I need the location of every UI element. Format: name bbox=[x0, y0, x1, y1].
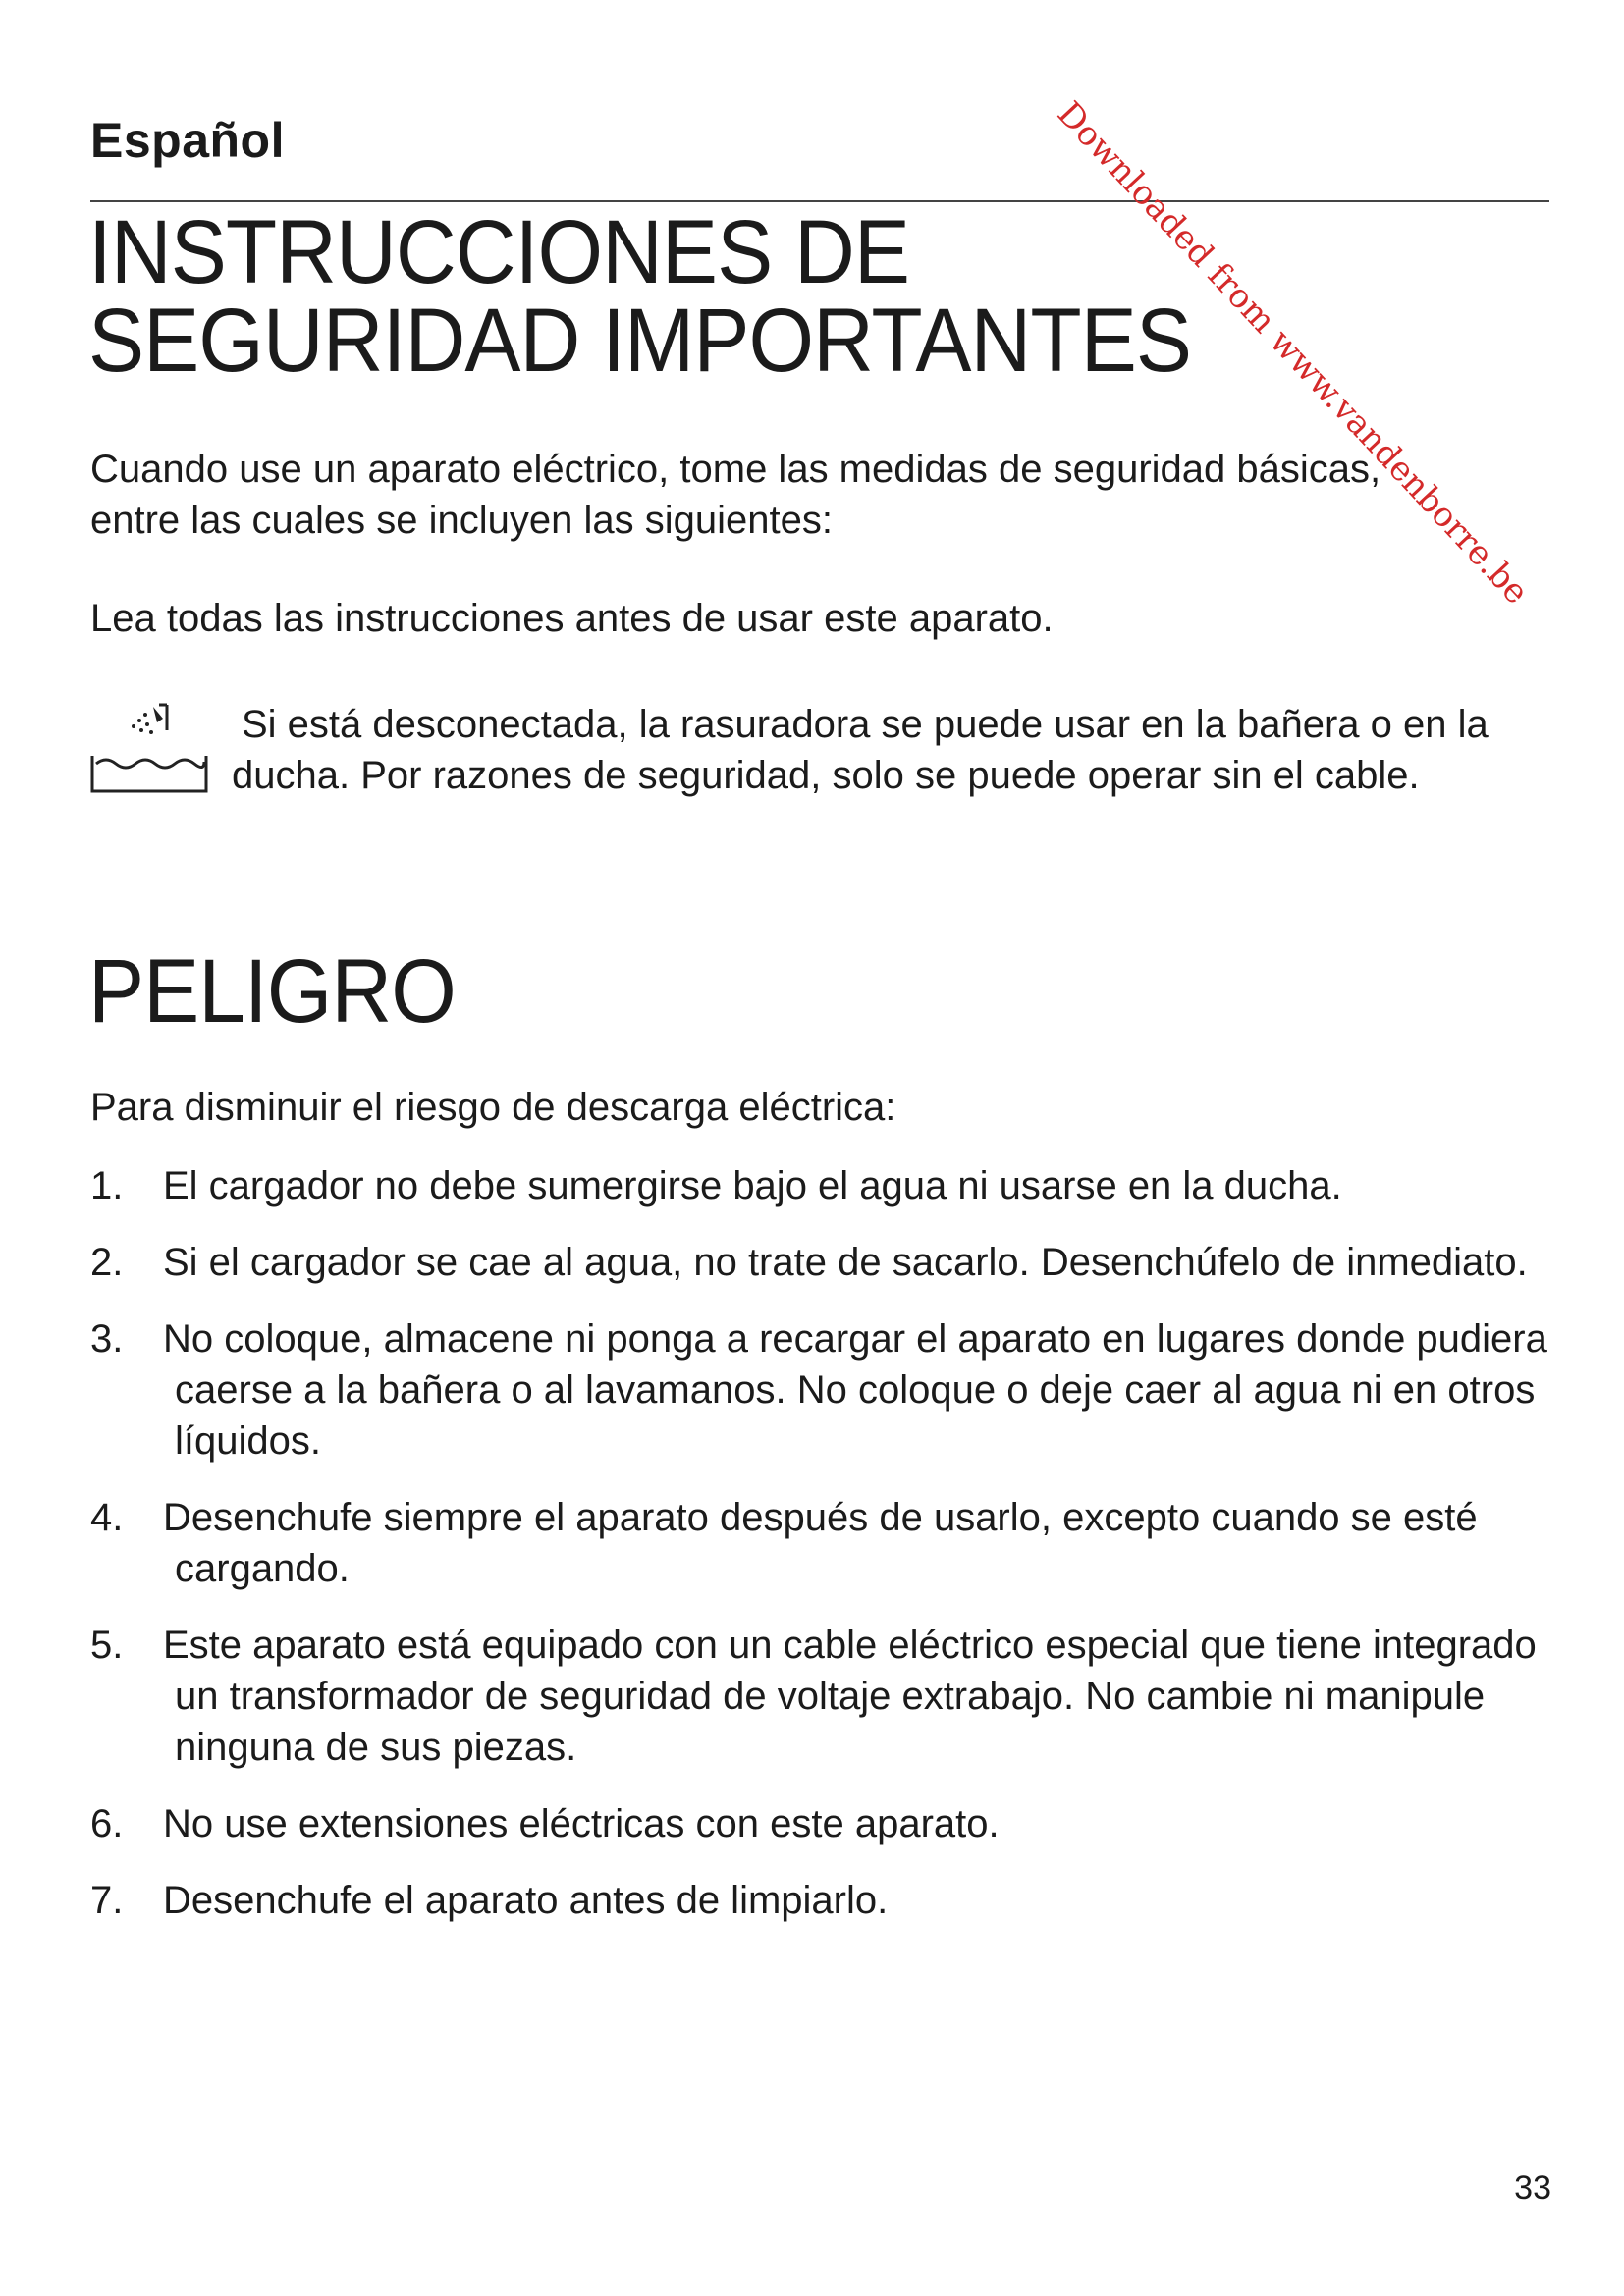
list-item bbox=[90, 1160, 1549, 1211]
danger-heading: PELIGRO bbox=[88, 941, 456, 1041]
list-item-number: 2. bbox=[90, 1241, 124, 1284]
list-item-text: El cargador no debe sumergirse bajo el agua ni usarse en la ducha. bbox=[163, 1164, 1342, 1207]
download-watermark: Downloaded from www.vandenborre.be bbox=[1049, 94, 1537, 613]
list-item-number: 1. bbox=[90, 1164, 124, 1207]
danger-list bbox=[90, 1160, 1549, 1951]
list-item bbox=[90, 1875, 1549, 1926]
list-item-number: 7. bbox=[90, 1879, 124, 1922]
list-item bbox=[90, 1492, 1549, 1594]
list-item bbox=[90, 1798, 1549, 1849]
list-item-text: Este aparato está equipado con un cable eléctrico especial que tiene integrado un transformador de seguridad de voltaje extrabajo. No cambie ni manipule ninguna de sus piezas. bbox=[163, 1624, 1537, 1769]
list-item bbox=[90, 1313, 1549, 1467]
bath-usage-note: Si está desconectada, la rasuradora se puede usar en la bañera o en la ducha. Por razones de seguridad, solo se puede operar sin el cable. bbox=[232, 703, 1489, 797]
intro-paragraph: Cuando use un aparato eléctrico, tome las medidas de seguridad básicas, entre las cuales se incluyen las siguientes: bbox=[90, 448, 1381, 542]
language-label: Español bbox=[90, 113, 285, 168]
page-title: INSTRUCCIONES DE SEGURIDAD IMPORTANTES bbox=[88, 202, 1192, 391]
list-item-text: Desenchufe siempre el aparato después de usarlo, excepto cuando se esté cargando. bbox=[163, 1496, 1478, 1590]
list-item-text: Desenchufe el aparato antes de limpiarlo. bbox=[163, 1879, 889, 1922]
list-item bbox=[90, 1237, 1549, 1288]
list-item-text: Si el cargador se cae al agua, no trate de sacarlo. Desenchúfelo de inmediato. bbox=[163, 1241, 1528, 1284]
list-item-text: No use extensiones eléctricas con este aparato. bbox=[163, 1802, 1000, 1845]
danger-intro: Para disminuir el riesgo de descarga eléctrica: bbox=[90, 1086, 896, 1129]
read-instructions-paragraph: Lea todas las instrucciones antes de usar este aparato. bbox=[90, 597, 1054, 640]
list-item bbox=[90, 1620, 1549, 1773]
page-number: 33 bbox=[1514, 2169, 1551, 2207]
list-item-number: 3. bbox=[90, 1317, 124, 1361]
list-item-number: 5. bbox=[90, 1624, 124, 1667]
list-item-number: 6. bbox=[90, 1802, 124, 1845]
list-item-text: No coloque, almacene ni ponga a recargar el aparato en lugares donde pudiera caerse a la bañera o al lavamanos. No coloque o deje caer al agua ni en otros líquidos. bbox=[163, 1317, 1547, 1463]
list-item-number: 4. bbox=[90, 1496, 124, 1539]
bath-shower-icon bbox=[88, 701, 210, 797]
